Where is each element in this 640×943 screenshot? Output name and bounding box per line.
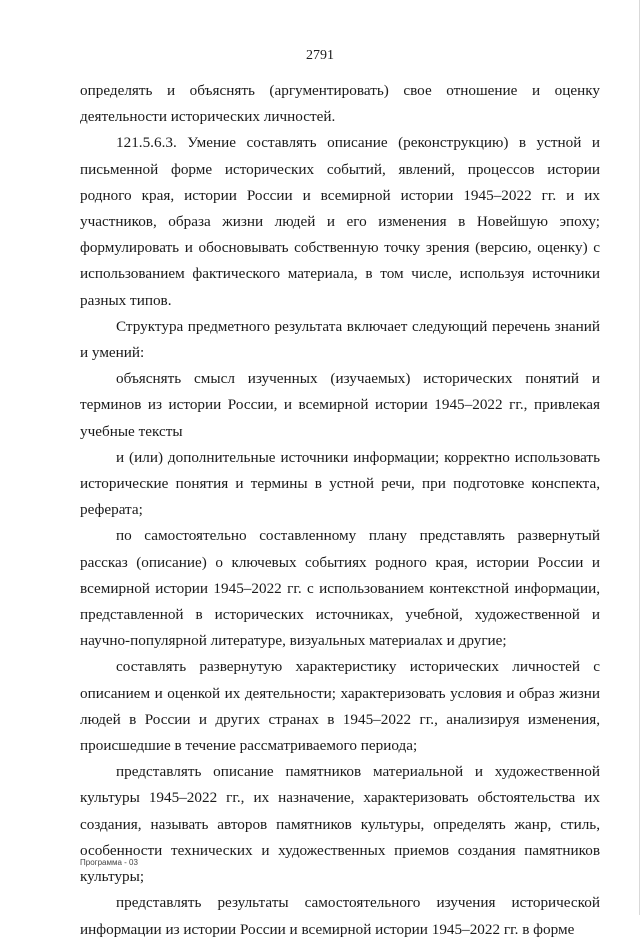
page-number: 2791 bbox=[306, 48, 334, 63]
page-body bbox=[80, 78, 600, 943]
paragraph-4: объяснять смысл изученных (изучаемых) исторических понятий и терминов из истории России, и всемирной истории 1945–2022 гг., привлекая учебные тексты bbox=[80, 370, 600, 440]
paragraph-7: составлять развернутую характеристику исторических личностей с описанием и оценкой их деятельности; характеризовать условия и образ жизни людей в России и других странах в 1945–2022 гг., анализируя изменения, происшедшие в течение рассматриваемого периода; bbox=[80, 658, 600, 755]
paragraph-1: определять и объяснять (аргументировать) свое отношение и оценку деятельности исторических личностей. bbox=[80, 82, 600, 126]
paragraph-5: и (или) дополнительные источники информации; корректно использовать исторические понятия и термины в устной речи, при подготовке конспекта, реферата; bbox=[80, 448, 600, 519]
footer-label: Программа - 03 bbox=[80, 858, 138, 867]
paragraph-9: представлять результаты самостоятельного изучения исторической информации из истории России и всемирной истории 1945–2022 гг. в форме bbox=[80, 894, 600, 938]
paragraph-2: 121.5.6.3. Умение составлять описание (реконструкцию) в устной и письменной форме исторических событий, явлений, процессов истории родного края, истории России и всемирной истории 1945–2022 гг. и их участников, образа жизни людей и его изменения в Новейшую эпоху; формулировать и обосновывать собственную точку зрения (версию, оценку) с использованием фактического материала, в том числе, используя источники разных типов. bbox=[80, 134, 600, 309]
paragraph-8: представлять описание памятников материальной и художественной культуры 1945–2022 гг., их назначение, характеризовать обстоятельства их создания, называть авторов памятников культуры, определять жанр, стиль, особенности технических и художественных приемов создания памятников культуры; bbox=[80, 763, 600, 886]
paragraph-3: Структура предметного результата включает следующий перечень знаний и умений: bbox=[80, 317, 600, 362]
paragraph-6: по самостоятельно составленному плану представлять развернутый рассказ (описание) о ключевых событиях родного края, истории России и всемирной истории 1945–2022 гг. с использованием контекстной информации, представленной в исторических источниках, учебной, художественной и научно-популярной литературе, визуальных материалах и другие; bbox=[80, 527, 600, 650]
